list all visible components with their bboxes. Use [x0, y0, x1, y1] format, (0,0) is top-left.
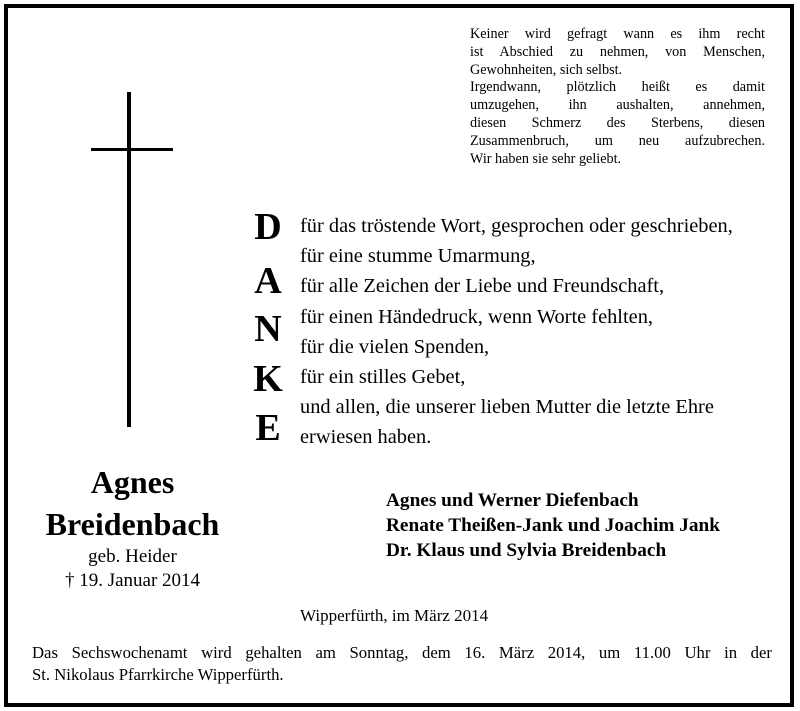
condolence-quote	[470, 26, 765, 168]
danke-letter-k: K	[253, 358, 283, 400]
danke-line: für alle Zeichen der Liebe und Freundschaft,	[300, 275, 665, 298]
service-notice-line: Das Sechswochenamt wird gehalten am Sonntag, dem 16. März 2014, um 11.00 Uhr in der	[32, 643, 772, 662]
danke-letter-n: N	[254, 308, 282, 350]
family-name-line: Dr. Klaus und Sylvia Breidenbach	[386, 540, 667, 561]
quote-line: ist Abschied zu nehmen, von Menschen,	[470, 43, 765, 60]
quote-line: Zusammenbruch, um neu aufzubrechen.	[470, 132, 765, 149]
danke-letter-e: E	[255, 407, 281, 449]
quote-line: umzugehen, ihn aushalten, annehmen,	[470, 97, 765, 114]
danke-line: für ein stilles Gebet,	[300, 366, 466, 389]
danke-line: erwiesen haben.	[300, 426, 432, 449]
danke-line: und allen, die unserer lieben Mutter die letzte Ehre	[300, 396, 714, 419]
deceased-block	[30, 461, 235, 593]
quote-line: Irgendwann, plötzlich heißt es damit	[470, 79, 765, 96]
danke-line: für das tröstende Wort, gesprochen oder geschrieben,	[300, 215, 733, 237]
cross-icon-crossbar	[91, 148, 173, 151]
family-name-line: Agnes und Werner Diefenbach	[386, 490, 639, 511]
deceased-last-name: Breidenbach	[45, 506, 220, 542]
danke-letter-d: D	[254, 206, 282, 248]
danke-line: für eine stumme Umarmung,	[300, 245, 536, 268]
quote-line: Keiner wird gefragt wann es ihm recht	[470, 26, 765, 42]
quote-line: Wir haben sie sehr geliebt.	[470, 150, 622, 167]
danke-line: für einen Händedruck, wenn Worte fehlten,	[300, 305, 653, 328]
family-names	[386, 488, 720, 563]
quote-line: diesen Schmerz des Sterbens, diesen	[470, 114, 765, 131]
deceased-first-name: Agnes	[90, 464, 175, 500]
family-name-line: Renate Theißen-Jank und Joachim Jank	[386, 515, 720, 536]
danke-letter-a: A	[254, 260, 282, 302]
cross-icon	[127, 92, 131, 427]
danke-lines	[300, 211, 733, 453]
deceased-birth-name: geb. Heider	[88, 546, 177, 567]
service-notice-line: St. Nikolaus Pfarrkirche Wipperfürth.	[32, 665, 284, 684]
service-notice	[32, 642, 772, 686]
quote-line: Gewohnheiten, sich selbst.	[470, 61, 623, 78]
deceased-death-date: † 19. Januar 2014	[64, 570, 201, 591]
place-date: Wipperfürth, im März 2014	[300, 606, 489, 625]
danke-line: für die vielen Spenden,	[300, 335, 490, 358]
